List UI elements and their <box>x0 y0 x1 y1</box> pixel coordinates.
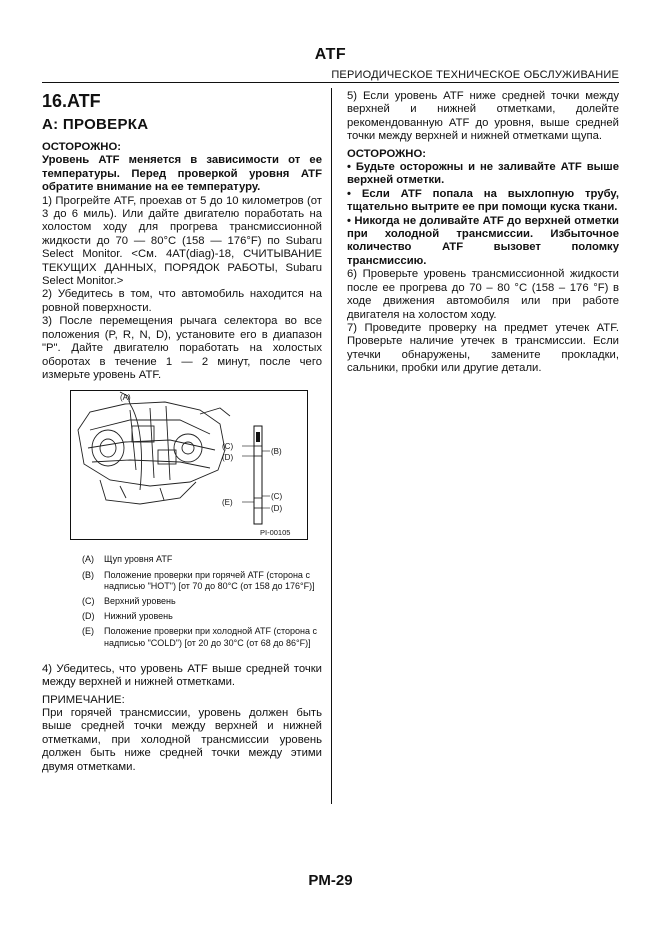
step-6: 6) Проверьте уровень трансмиссионной жидкости после ее прогрева до 70 – 80 °C (158 – 176 °F) в ходе движения автомобиля или при работе двигателя на холостом ходу. <box>347 268 619 321</box>
note-text: При горячей трансмиссии, уровень должен быть выше средней точки между верхней и нижней отметками, при холодной трансмиссии уровень должен быть ниже средней точки между этими двумя отметками. <box>42 706 322 773</box>
label-a: (A) <box>120 393 131 403</box>
caution-item: • Если ATF попала на выхлопную трубу, тщательно вытрите ее при помощи куска ткани. <box>347 187 619 214</box>
legend-item <box>82 570 322 592</box>
step-7: 7) Проведите проверку на предмет утечек ATF. Проверьте наличие утечек в трансмиссии. Если утечки обнаружены, замените прокладки, сальники, пробки или другие детали. <box>347 321 619 375</box>
legend-text: Положение проверки при горячей ATF (сторона с надписью "HOT") [от 70 до 80°C (от 158 до 176°F)] <box>104 569 315 591</box>
step-3: 3) После перемещения рычага селектора во все положения (P, R, N, D), установите его в диапазон "P". Дайте двигателю поработать на холостых оборотах в течение 1 — 2 минут, после чего измерьте уровень ATF. <box>42 315 322 381</box>
legend-item <box>82 596 322 607</box>
label-e: (E) <box>222 498 233 508</box>
transmission-illustration <box>70 390 308 540</box>
page-number: PM-29 <box>308 872 353 889</box>
caution-item: • Будьте осторожны и не заливайте ATF выше верхней отметки. <box>347 161 619 187</box>
step-2: 2) Убедитесь в том, что автомобиль находится на ровной поверхности. <box>42 288 322 314</box>
legend-key: (B) <box>82 569 94 580</box>
legend-key: (D) <box>82 611 95 622</box>
left-column <box>42 90 322 774</box>
header-title: ATF <box>314 46 347 63</box>
column-divider <box>331 88 332 804</box>
legend-item <box>82 554 322 565</box>
subsection-title: A: ПРОВЕРКА <box>42 116 149 133</box>
section-title: 16.ATF <box>42 91 101 111</box>
caution-text: Уровень ATF меняется в зависимости от ее температуры. Перед проверкой уровня ATF обратите внимание на ее температуру. <box>42 154 322 194</box>
header-subtitle: ПЕРИОДИЧЕСКОЕ ТЕХНИЧЕСКОЕ ОБСЛУЖИВАНИЕ <box>331 69 619 81</box>
legend-key: (C) <box>82 595 95 606</box>
atf-dipstick-figure <box>70 390 308 540</box>
label-c-upper: (C) <box>222 442 234 452</box>
step-1: 1) Прогрейте ATF, проехав от 5 до 10 километров (от 3 до 6 миль). Или дайте двигателю поработать на холостом ходу для прогрева трансмиссионной жидкости до 70 — 80°C (158 — 176°F) по Subaru Select Monitor. <См. 4AT(diag)-18, СЧИТЫВАНИЕ ТЕКУЩИХ ДАННЫХ, ПОРЯДОК РАБОТЫ, Subaru Select Monitor.> <box>42 194 322 288</box>
legend-item <box>82 626 322 648</box>
legend-text: Верхний уровень <box>104 595 176 606</box>
legend-text: Нижний уровень <box>104 611 173 622</box>
legend-text: Щуп уровня ATF <box>104 554 173 565</box>
label-b: (B) <box>271 447 282 457</box>
label-d-lower: (D) <box>271 504 283 514</box>
step-4: 4) Убедитесь, что уровень ATF выше средней точки между верхней и нижней отметками. <box>42 662 322 689</box>
caution-item: • Никогда не доливайте ATF до верхней отметки при холодной трансмиссии. Избыточное количество ATF вызовет поломку трансмиссию. <box>347 214 619 267</box>
legend-key: (A) <box>82 554 94 565</box>
step-5: 5) Если уровень ATF ниже средней точки между верхней и нижней отметками, долейте рекомендованную ATF до уровня, выше средней точки между верхней и нижней отметками щупа. <box>347 90 619 143</box>
label-d-upper: (D) <box>222 453 234 463</box>
legend-item <box>82 611 322 622</box>
caution-title-right: ОСТОРОЖНО: <box>347 147 427 160</box>
header-rule <box>42 82 619 83</box>
note-title: ПРИМЕЧАНИЕ: <box>42 693 125 706</box>
right-column <box>347 90 619 376</box>
label-c-lower: (C) <box>271 492 283 502</box>
figure-legend <box>82 554 322 648</box>
legend-key: (E) <box>82 626 94 637</box>
legend-text: Положение проверки при холодной ATF (сторона с надписью "COLD") [от 20 до 30°C (от 68 до 86°F)] <box>104 626 317 648</box>
caution-title: ОСТОРОЖНО: <box>42 141 122 153</box>
figure-code: PI-00105 <box>260 528 291 538</box>
